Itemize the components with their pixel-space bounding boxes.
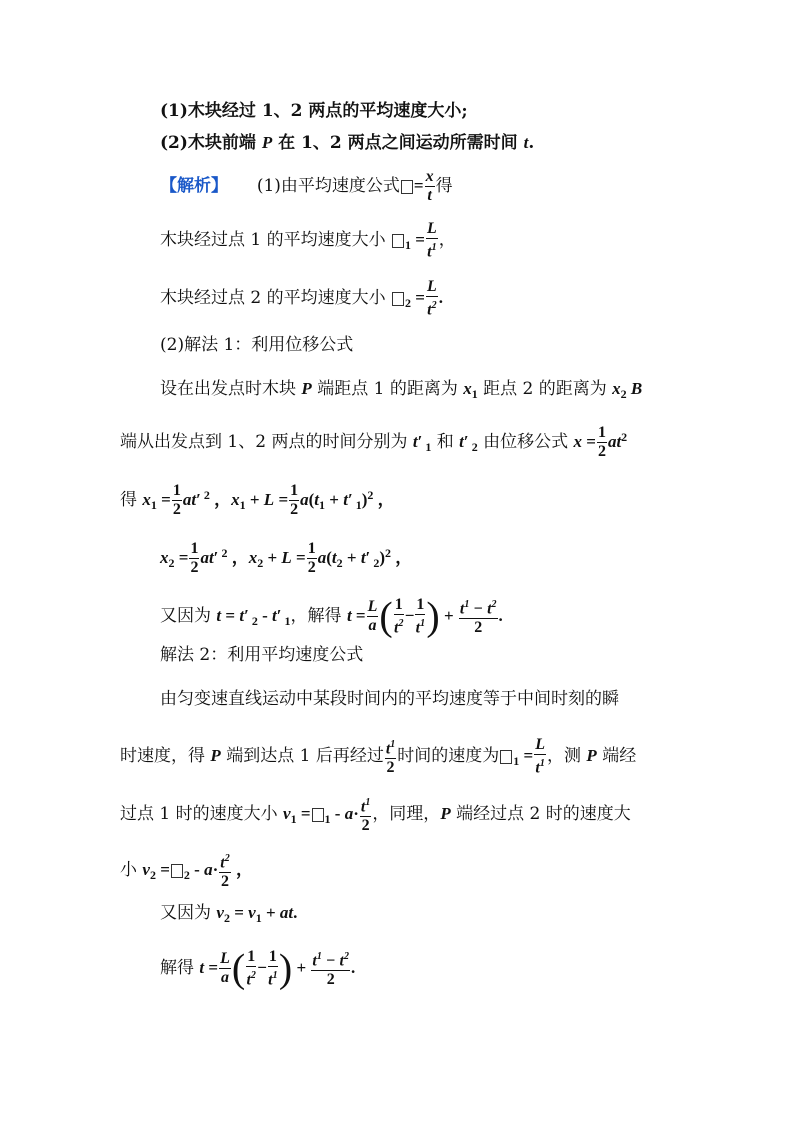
m2-p2c: 时间的速度为 [397,746,500,767]
method-2-para-5: 又因为 $v_2 = v_1$ + at. [160,903,298,925]
fraction-1-over-t1: $\frac{1}{t^1}$ [415,596,426,637]
analysis-text-1-end: 得 [435,176,453,196]
vbar1-symbol [392,234,404,248]
method-1-para-3: 得 $x_1$ = $\frac{1}{2}$ at′ $^2$ ，$x_1 + L$ = $\frac{1}{2}$ $a(t_1 + t'$ $_1$)$^2$ ， [120,482,395,518]
m2-p2d: ，测 [547,746,587,767]
m1-p3a: 得 [120,490,143,510]
method-1-para-4: $x_2$ = $\frac{1}{2}$ at′ $^2$ ，$x_2 + L$ = $\frac{1}{2}$ $a(t_2 + t'$ $_2$)$^2$ ， [160,540,413,576]
fraction-l-over-t1-2: $\frac{L}{t^1}$ [535,736,545,777]
fraction-t1-minus-t2-over-2: $\frac{t^1 - t^2}{2}$ [459,596,498,637]
m2-p2e: 端经 [596,746,637,767]
vbar1-symbol-2 [500,750,512,764]
method-1-title: (2)解法 1：利用位移公式 [160,335,354,355]
m1-jiede: ，解得 [290,606,347,627]
fraction-t2-over-2: $\frac{t^2}{2}$ [219,850,230,891]
analysis-text-1: (1)由平均速度公式 [256,176,400,196]
fraction-x-over-t: $\frac{x}{t}$ [425,168,434,204]
method-2-para-1: 由匀变速直线运动中某段时间内的平均速度等于中间时刻的瞬 [160,689,619,709]
q2-b: 在 1、2 两点之间运动所需时间 [272,133,524,153]
m2-p5a: 又因为 [160,903,217,923]
q2-p: P [261,133,273,152]
method-2-para-6: 解得 t = $\frac{L}{a}$ ( $\frac{1}{t^2}$ − $\frac{1}{t^1}$ ) + $\frac{t^1 - t^2}{2}$ . [160,945,356,991]
fraction-l-over-t1: $\frac{L}{t^1}$ [426,220,437,261]
fraction-t1-over-2: $\frac{t^1}{2}$ [385,736,396,777]
fraction-half-2: $\frac{1}{2}$ [172,482,181,518]
vbar2-symbol [392,292,404,306]
method-2-para-2: 时速度，得 P 端到达点 1 后再经过 $\frac{t^1}{2}$ 时间的速度为 $_1$ = $\frac{L}{t^1}$ ，测 P 端经 [120,736,637,777]
method-2-title: 解法 2：利用平均速度公式 [160,645,364,665]
method-1-para-5: 又因为 t = t′ $_2$ - t′ $_1$，解得 t = $\frac{L}{a}$ ( $\frac{1}{t^2}$ − $\frac{1}{t^1}$ ) + $\frac{t^1 - t^2}{2}$ . [160,593,503,639]
q2-c: . [528,133,535,153]
fraction-l-over-t2: $\frac{L}{t^2}$ [426,278,437,319]
vbar-symbol [401,180,413,194]
analysis-tag: 【解析】 [160,176,228,196]
fraction-1-over-t2-2: $\frac{1}{t^2}$ [246,948,256,989]
method-2-para-3: 过点 1 时的速度大小 $v_1 = _1 - a\cdot$ $\frac{t^1}{2}$ ，同理，P 端经过点 2 时的速度大 [120,794,631,835]
analysis-text-3: 木块经过点 2 的平均速度大小 [160,288,386,309]
question-2 [160,132,534,154]
m1-p1b: 端距点 1 的距离为 [311,379,464,399]
m1-youyinwei: 又因为 [160,606,217,627]
method-1-para-1: 设在出发点时木块 P 端距点 1 的距离为 $x_1$ 距点 2 的距离为 $x_2$ B [160,379,643,401]
fraction-1-over-t2: $\frac{1}{t^2}$ [393,596,404,637]
m1-p2c: 由位移公式 [477,432,574,452]
m1-p1a: 设在出发点时木块 [160,379,302,399]
analysis-text-2: 木块经过点 1 的平均速度大小 [160,230,386,251]
analysis-line-1: 【解析】 (1)由平均速度公式 = $\frac{x}{t}$ 得 [160,168,453,204]
fraction-t1-over-2-b: $\frac{t^1}{2}$ [360,794,371,835]
m2-p3a: 过点 1 时的速度大小 [120,804,284,825]
m2-p4a: 小 [120,860,143,881]
fraction-half-5: $\frac{1}{2}$ [307,540,316,576]
m1-p1c: 距点 2 的距离为 [477,379,613,399]
analysis-line-3: 木块经过点 2 的平均速度大小 $_2$ = $\frac{L}{t^2}$ . [160,278,443,319]
fraction-half-4: $\frac{1}{2}$ [190,540,199,576]
m1-p2b: 和 [431,432,460,452]
fraction-half: $\frac{1}{2}$ [597,424,606,460]
method-2-para-4: 小 $v_2 = _2 - a\cdot$ $\frac{t^2}{2}$ ， [120,850,253,891]
m2-p3c: 端经过点 2 时的速度大 [450,804,631,825]
q2-t: t [523,133,529,152]
vbar1-symbol-3 [312,808,324,822]
fraction-1-over-t1-2: $\frac{1}{t^1}$ [268,948,278,989]
question-1: (1)木块经过 1、2 两点的平均速度大小; [160,101,468,121]
m2-p2a: 时速度，得 [120,746,211,767]
fraction-t1-minus-t2-over-2-b: $\frac{t^1 - t^2}{2}$ [311,948,350,989]
m2-p3b: ，同理， [372,804,441,825]
fraction-half-3: $\frac{1}{2}$ [290,482,299,518]
fraction-l-over-a: $\frac{L}{a}$ [367,598,378,635]
m2-p6a: 解得 [160,958,200,979]
q2-a: (2)木块前端 [160,133,262,153]
analysis-line-2: 木块经过点 1 的平均速度大小 $_1$ = $\frac{L}{t^1}$ ， [160,220,456,261]
method-1-para-2: 端从出发点到 1、2 两点的时间分别为 t′ $_1$ 和 t′ $_2$ 由位移公式 x = $\frac{1}{2}$ $at^2$ [120,424,628,460]
vbar2-symbol-2 [171,864,183,878]
m1-p2a: 端从出发点到 1、2 两点的时间分别为 [120,432,413,452]
m2-p2b: 端到达点 1 后再经过 [220,746,384,767]
fraction-l-over-a-2: $\frac{L}{a}$ [220,950,230,987]
